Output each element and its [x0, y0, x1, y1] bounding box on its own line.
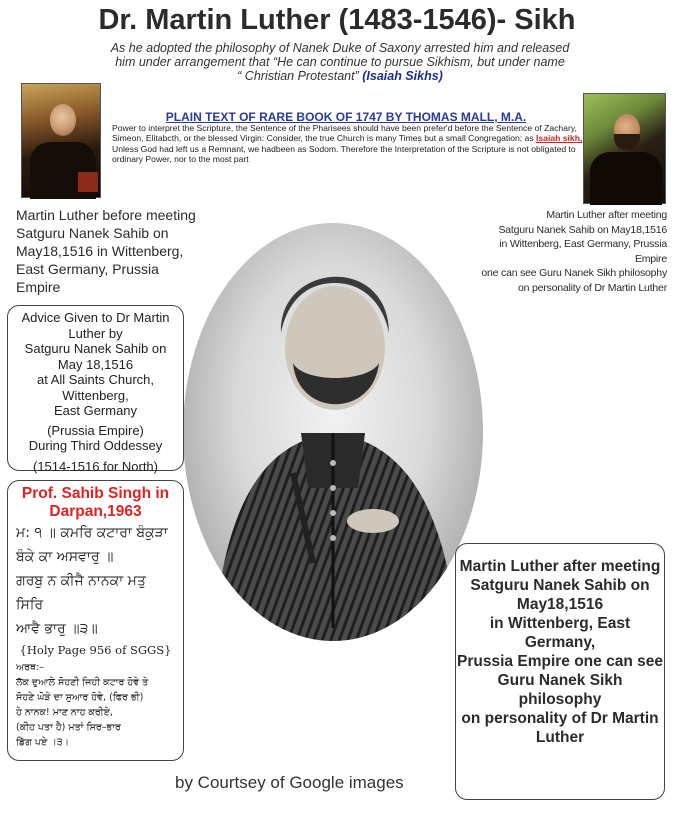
- meaning-line-1: ਲੱਕ ਦੁਆਲੇ ਸੋਹਣੀ ਜਿਹੀ ਕਟਾਰ ਹੋਵੇ ਤੇ: [16, 677, 149, 688]
- book-heading: PLAIN TEXT OF RARE BOOK OF 1747 BY THOMAS MALL, M.A.: [165, 110, 527, 124]
- meaning-line-5: ਡਿੱਗ ਪਏ ।੩।: [16, 737, 70, 748]
- book-text-before: Power to interpret the Scripture, the Sentence of the Pharisees should have been prefer'd before the Sentence of Zachary, Simeon, Elitabcth, or the blessed Virgin: Consider, the true Church is many Times but a small Congregation; as: [112, 123, 577, 144]
- advice-line-7: (Prussia Empire): [47, 422, 144, 438]
- after-box-line-3: May18,1516: [516, 596, 604, 613]
- advice-line-5: Wittenberg,: [62, 387, 129, 403]
- after-box-line-6: Guru Nanek Sikh philosophy: [497, 672, 623, 708]
- sahib-title: Prof. Sahib Singh in Darpan,1963: [21, 485, 170, 520]
- meaning-line-4: (ਕੀਹ ਪਤਾ ਹੈ) ਮਤਾਂ ਸਿਰ–ਭਾਰ: [16, 722, 121, 733]
- book-text: [112, 123, 587, 165]
- meaning-line-2: ਸੋਹਣੇ ਘੋੜੇ ਦਾ ਸੁਆਰ ਹੋਵੇ, (ਫਿਰ ਭੀ): [16, 692, 144, 703]
- verse-line-4: ਆਵੈ ਭਾਰੁ ॥੩॥: [16, 621, 98, 637]
- verse-line-1: ਮ: ੧ ॥ ਕਮਰਿ ਕਟਾਰਾ ਬੰਕੁੜਾ: [16, 525, 168, 541]
- verse-line-2: ਬੰਕੇ ਕਾ ਅਸਵਾਰੁ ॥: [16, 549, 114, 565]
- caption-after-line-5: on personality of Dr Martin Luther: [517, 281, 667, 294]
- meaning-label: ਅਰਥ:–: [16, 662, 45, 673]
- subtitle-line-1: As he adopted the philosophy of Nanek Duke of Saxony arrested him and released: [110, 41, 570, 55]
- caption-after-line-4: one can see Guru Nanek Sikh philosophy: [481, 267, 667, 279]
- advice-line-4: at All Saints Church,: [36, 372, 155, 387]
- advice-line-2: Satguru Nanek Sahib on: [24, 341, 167, 356]
- advice-line-9: (1514-1516 for North): [32, 458, 158, 474]
- portrait-before-image: [21, 83, 101, 198]
- after-meeting-box: [455, 543, 665, 800]
- advice-line-6: East Germany: [53, 403, 138, 418]
- sahib-singh-box: [7, 480, 184, 761]
- caption-after-line-2: Satguru Nanek Sahib on May18,1516: [498, 223, 667, 236]
- portrait-robe: [590, 152, 662, 205]
- caption-after: [470, 208, 667, 295]
- book-text-after: Unless God had left us a Remnant, we hadbeen as Sodom. Therefore the Interpretation of the Scripture is not obligated to ordinary Power, nor to the most part: [112, 143, 576, 165]
- page-title: Dr. Martin Luther (1483-1546)- Sikh: [98, 4, 576, 36]
- after-box-line-4: in Wittenberg, East Germany,: [489, 615, 631, 651]
- book-text-red: Isaiah sikh,: [536, 133, 583, 144]
- portrait-after-image: [583, 93, 666, 204]
- main-portrait-engraving: [183, 223, 483, 641]
- caption-after-line-3: in Wittenberg, East Germany, Prussia Empire: [499, 238, 667, 265]
- portrait-beard: [614, 134, 640, 150]
- after-box-line-1: Martin Luther after meeting: [459, 558, 661, 575]
- advice-line-3: May 18,1516: [57, 356, 134, 372]
- portrait-face: [50, 104, 76, 136]
- portrait-book: [78, 172, 98, 192]
- subtitle: [60, 41, 620, 83]
- advice-line-8: During Third Oddessey: [28, 438, 163, 453]
- engraving-figure: [183, 223, 483, 641]
- after-box-line-2: Satguru Nanek Sahib on: [470, 577, 650, 594]
- caption-before: Martin Luther before meeting Satguru Nanek Sahib on May18,1516 in Wittenberg, East Germany, Prussia Empire: [16, 207, 196, 295]
- advice-line-1: Advice Given to Dr Martin Luther by: [21, 310, 170, 341]
- subtitle-line-2: him under arrangement that “He can continue to pursue Sikhism, but under name: [115, 55, 565, 69]
- caption-after-line-1: Martin Luther after meeting: [546, 209, 667, 221]
- after-box-line-5: Prussia Empire one can see: [457, 653, 663, 670]
- holy-page-reference: {Holy Page 956 of SGGS}: [19, 643, 172, 657]
- after-box-line-7: on personality of Dr Martin Luther: [461, 710, 659, 746]
- verse-line-3: ਗਰਬੁ ਨ ਕੀਜੈ ਨਾਨਕਾ ਮਤੁ ਸਿਰਿ: [16, 573, 146, 613]
- meaning-line-3: ਹੇ ਨਾਨਕ! ਮਾਣ ਨਾਹ ਕਰੀਏ,: [16, 707, 113, 718]
- subtitle-line-3: “ Christian Protestant”: [237, 69, 359, 83]
- courtesy-credit: by Courtsey of Google images: [175, 773, 404, 792]
- advice-box: [7, 305, 184, 474]
- subtitle-highlight: (Isaiah Sikhs): [362, 69, 443, 83]
